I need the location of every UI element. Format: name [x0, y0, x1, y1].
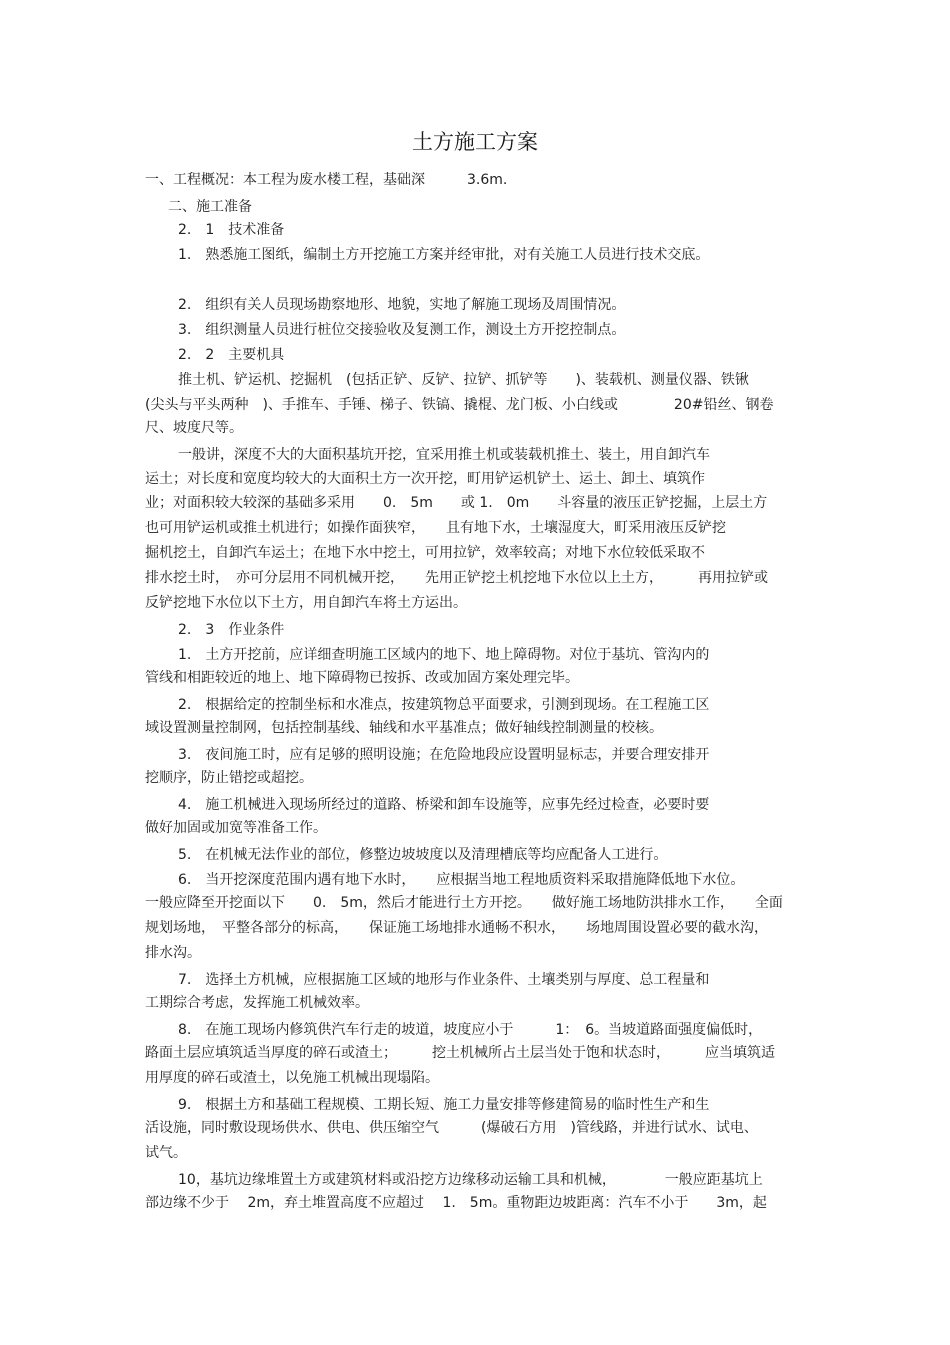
paragraph-line: 2. 组织有关人员现场勘察地形、地貌，实地了解施工现场及周围情况。 [178, 297, 626, 313]
section-2-heading: 二、施工准备 [168, 199, 252, 215]
paragraph-line: 运土；对长度和宽度均较大的大面积土方一次开挖，町用铲运机铲土、运土、卸土、填筑作 [145, 471, 705, 487]
paragraph-line: 也可用铲运机或推土机进行；如操作面狭窄， 且有地下水，土壤湿度大，町采用液压反铲挖 [145, 520, 726, 536]
paragraph-line: 7. 选择土方机械，应根据施工区域的地形与作业条件、土壤类别与厚度、总工程量和 [178, 972, 710, 988]
paragraph-line: 挖顺序，防止错挖或超挖。 [145, 770, 313, 786]
subsection-2-2-heading: 2. 2 主要机具 [178, 347, 285, 363]
paragraph-line: 5. 在机械无法作业的部位，修整边坡坡度以及清理槽底等均应配备人工进行。 [178, 847, 668, 863]
paragraph-line: 业；对面积较大较深的基础多采用 0. 5m 或 1. 0m 斗容量的液压正铲挖掘，上层土方 [145, 495, 768, 511]
paragraph-line: 掘机挖土，自卸汽车运土；在地下水中挖土，可用拉铲，效率较高；对地下水位较低采取不 [145, 545, 705, 561]
paragraph-line: 一般讲，深度不大的大面积基坑开挖，宜采用推土机或装载机推土、装土，用自卸汽车 [178, 447, 710, 463]
paragraph-line: 4. 施工机械进入现场所经过的道路、桥梁和卸车设施等，应事先经过检查，必要时要 [178, 797, 710, 813]
paragraph-line: 用厚度的碎石或渣土，以免施工机械出现塌陷。 [145, 1070, 439, 1086]
subsection-2-3-heading: 2. 3 作业条件 [178, 622, 285, 638]
paragraph-line: 路面土层应填筑适当厚度的碎石或渣土； 挖土机械所占土层当处于饱和状态时， 应当填筑适 [145, 1045, 775, 1061]
paragraph-line: 反铲挖地下水位以下土方，用自卸汽车将土方运出。 [145, 595, 467, 611]
paragraph-line: 做好加固或加宽等准备工作。 [145, 820, 327, 836]
paragraph-line: 一般应降至开挖面以下 0. 5m，然后才能进行土方开挖。 做好施工场地防洪排水工作， 全面 [145, 895, 783, 911]
paragraph-line: 10，基坑边缘堆置土方或建筑材料或沿挖方边缘移动运输工具和机械， 一般应距基坑上 [178, 1172, 763, 1188]
paragraph-line: 2. 根据给定的控制坐标和水准点，按建筑物总平面要求，引测到现场。在工程施工区 [178, 697, 710, 713]
paragraph-line: 排水沟。 [145, 945, 201, 961]
paragraph-line: 管线和相距较近的地上、地下障碍物已按拆、改或加固方案处理完毕。 [145, 670, 579, 686]
paragraph-line: 域设置测量控制网，包括控制基线、轴线和水平基准点；做好轴线控制测量的校核。 [145, 720, 663, 736]
paragraph-line: 9. 根据土方和基础工程规模、工期长短、施工力量安排等修建简易的临时性生产和生 [178, 1097, 710, 1113]
section-1-overview: 一、工程概况：本工程为废水楼工程，基础深 3.6m. [145, 172, 508, 188]
paragraph-line: 尺、坡度尺等。 [145, 420, 243, 436]
paragraph-line: 试气。 [145, 1145, 187, 1161]
paragraph-line: 推土机、铲运机、挖掘机 (包括正铲、反铲、拉铲、抓铲等 )、装载机、测量仪器、铁锹 [178, 372, 749, 388]
paragraph-line: 3. 组织测量人员进行桩位交接验收及复测工作，测设土方开挖控制点。 [178, 322, 626, 338]
paragraph-line: 规划场地， 平整各部分的标高， 保证施工场地排水通畅不积水， 场地周围设置必要的截水沟， [145, 920, 768, 936]
paragraph-line: 6. 当开挖深度范围内遇有地下水时， 应根据当地工程地质资料采取措施降低地下水位。 [178, 872, 745, 888]
subsection-2-1-heading: 2. 1 技术准备 [178, 222, 285, 238]
paragraph-line: (尖头与平头两种 )、手推车、手锤、梯子、铁镐、撬棍、龙门板、小白线或 20#铅丝、钢卷 [145, 397, 774, 413]
paragraph-line: 工期综合考虑，发挥施工机械效率。 [145, 995, 369, 1011]
paragraph-line: 3. 夜间施工时，应有足够的照明设施；在危险地段应设置明显标志，并要合理安排开 [178, 747, 710, 763]
paragraph-line: 8. 在施工现场内修筑供汽车行走的坡道，坡度应小于 1： 6。当坡道路面强度偏低时， [178, 1022, 763, 1038]
paragraph-line: 活设施，同时敷设现场供水、供电、供压缩空气 (爆破石方用 )管线路，并进行试水、试电、 [145, 1120, 758, 1136]
document-title: 土方施工方案 [412, 130, 538, 154]
paragraph-line: 部边缘不少于 2m，弃土堆置高度不应超过 1. 5m。重物距边坡距离：汽车不小于 3m，起 [145, 1195, 767, 1211]
paragraph-line: 排水挖土时， 亦可分层用不同机械开挖， 先用正铲挖土机挖地下水位以上土方， 再用拉铲或 [145, 570, 768, 586]
paragraph-line: 1. 土方开挖前，应详细查明施工区域内的地下、地上障碍物。对位于基坑、管沟内的 [178, 647, 710, 663]
paragraph-line: 1. 熟悉施工图纸，编制土方开挖施工方案并经审批，对有关施工人员进行技术交底。 [178, 247, 710, 263]
